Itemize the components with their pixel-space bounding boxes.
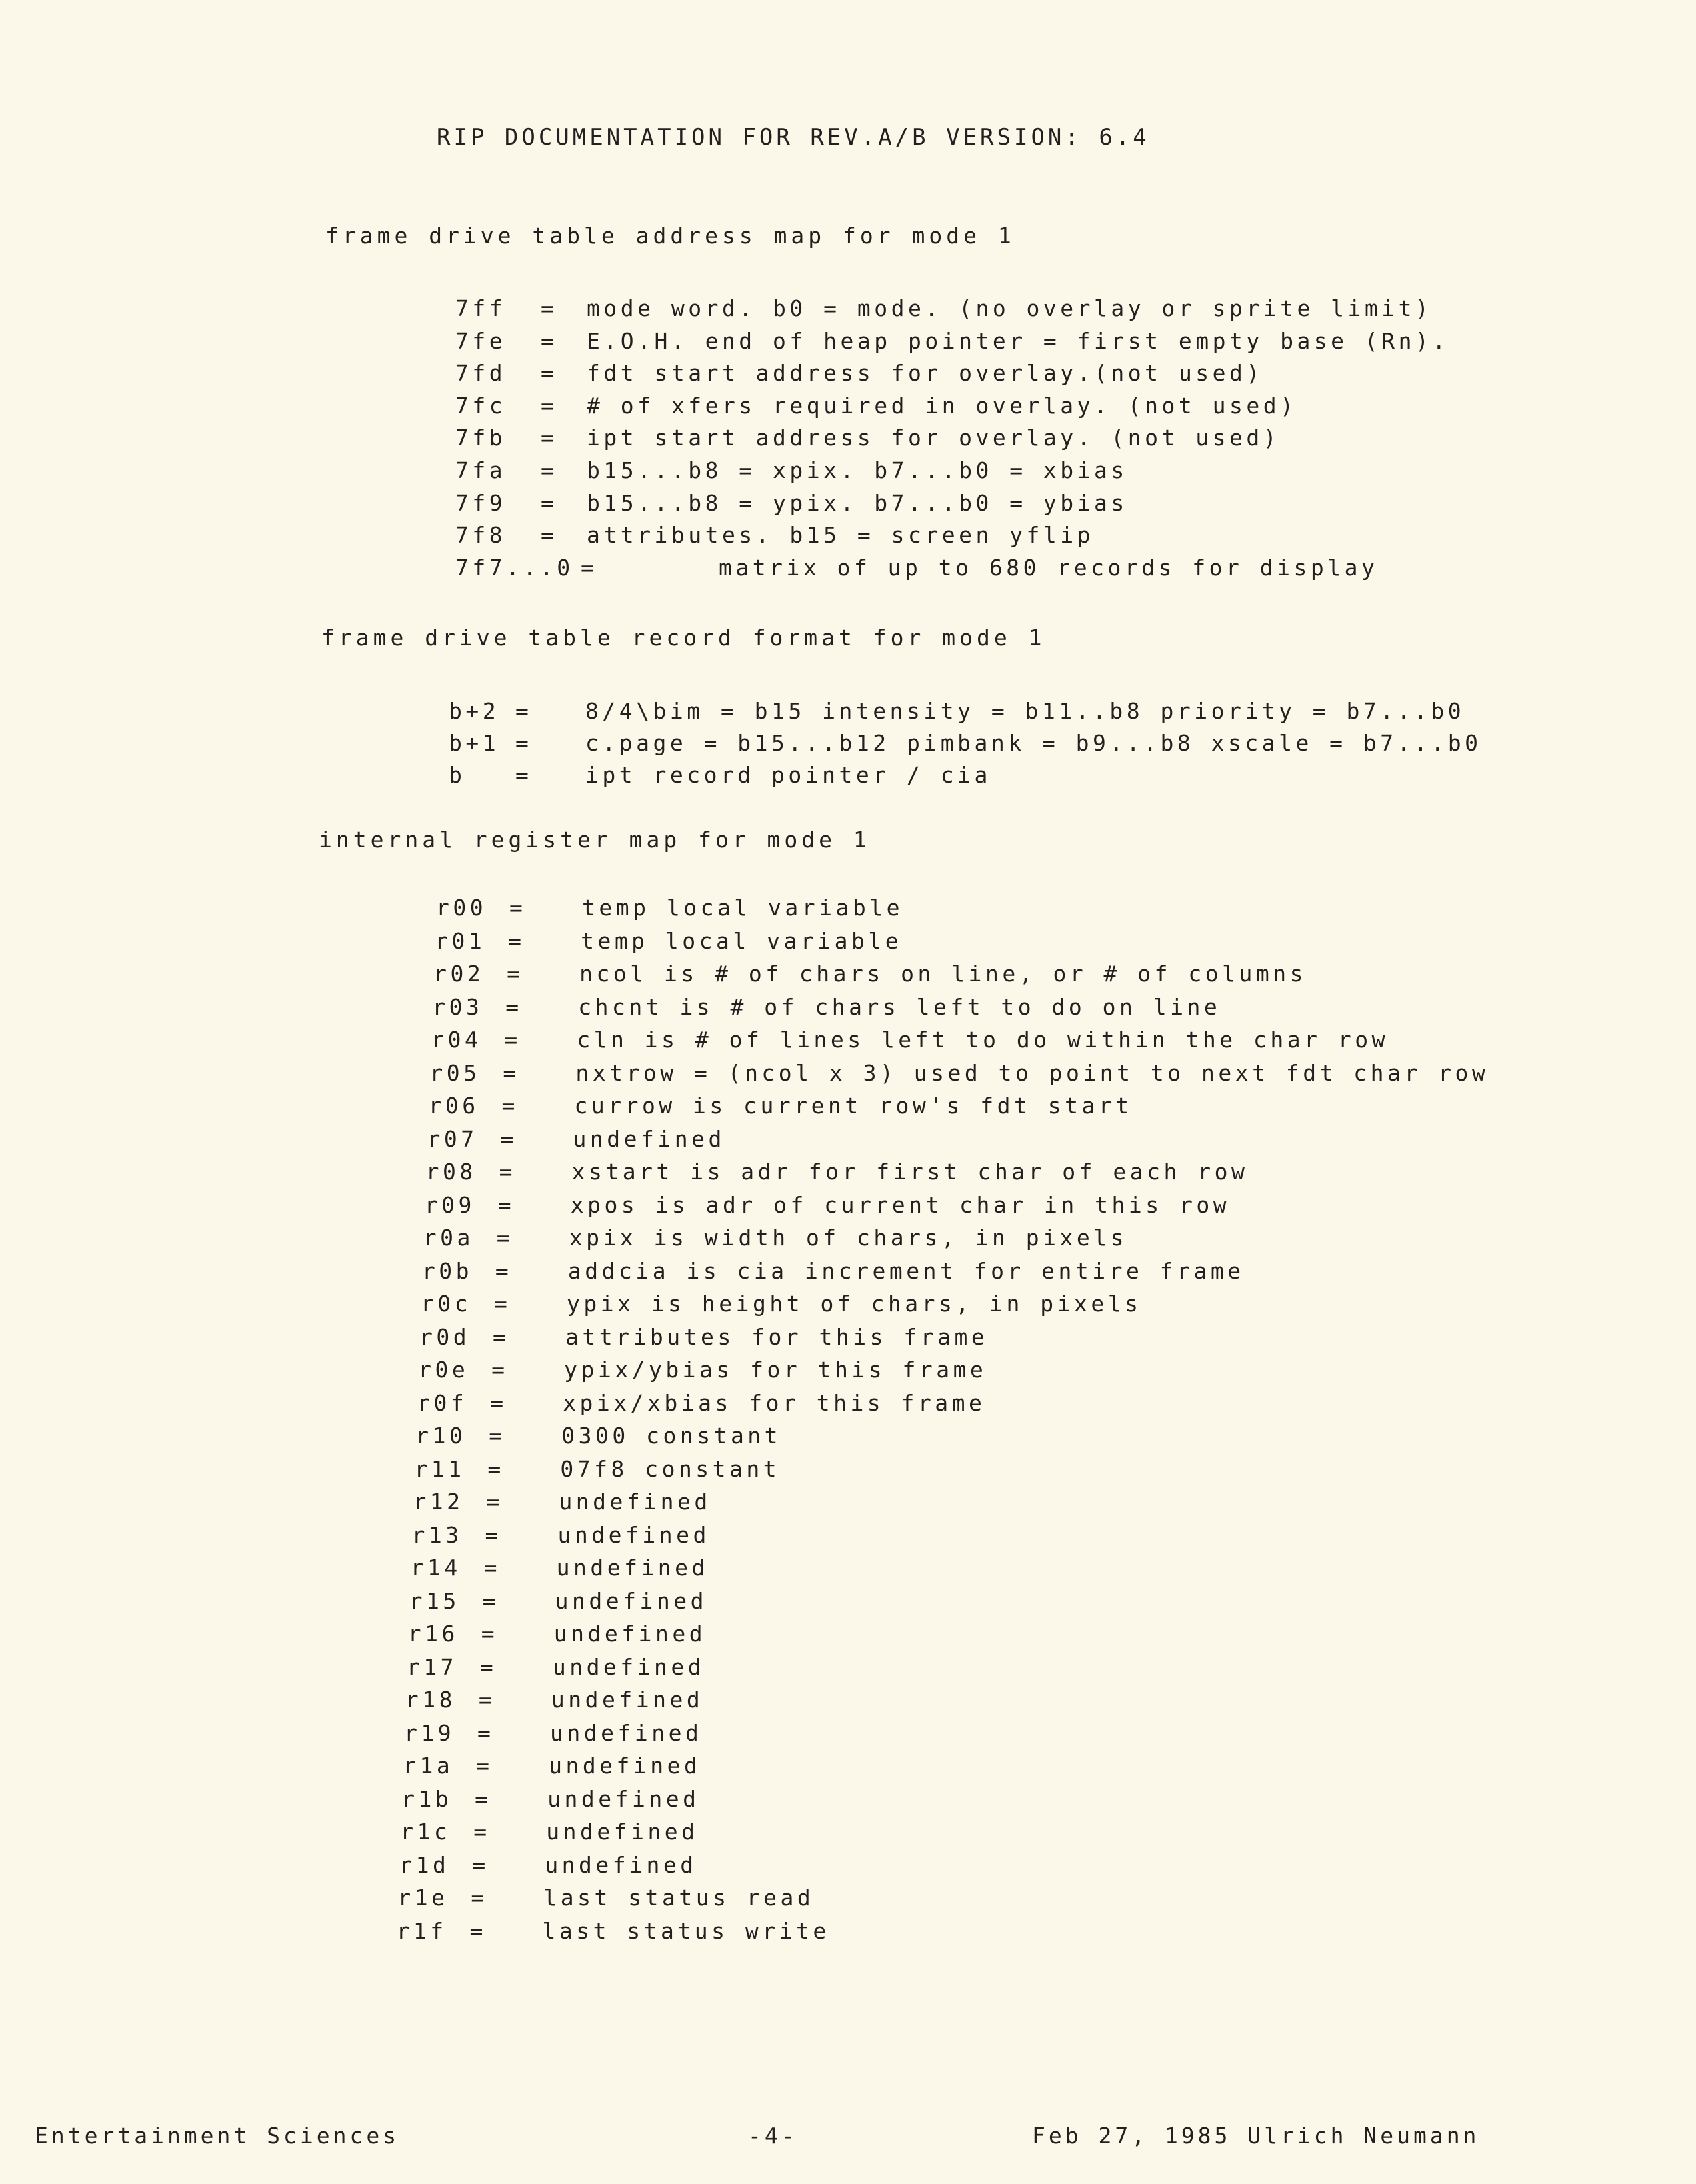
row-equals: = [541,295,558,321]
row-description: undefined [551,1687,704,1713]
row-key: 7fe [455,327,507,354]
row-key: r15 [409,1587,460,1614]
row-key: 7ff [455,295,507,321]
row-equals: = [483,1555,501,1581]
row-description: undefined [555,1587,707,1614]
row-key: r0c [420,1291,472,1317]
row-description: undefined [550,1719,703,1746]
row-equals: = [541,522,558,549]
row-equals: = [499,1159,516,1185]
row-equals: = [473,1819,491,1845]
row-key: r19 [404,1719,455,1746]
row-description: ipt start address for overlay. (not used) [587,425,1281,451]
footer-page-number: -4- [748,2123,798,2149]
row-equals: = [581,554,598,581]
row-description: nxtrow = (ncol x 3) used to point to next fdt char row [575,1059,1489,1086]
row-equals: = [486,1489,503,1515]
row-equals: = [541,489,558,516]
row-key: r09 [424,1191,475,1218]
row-equals: = [515,698,533,724]
row-equals: = [485,1521,502,1548]
row-equals: = [493,1323,510,1350]
row-equals: = [497,1191,515,1218]
row-equals: = [469,1917,487,1944]
row-description: xstart is adr for first char of each row [571,1159,1249,1185]
row-description: b15...b8 = xpix. b7...b0 = xbias [587,457,1128,483]
row-key: r1f [396,1917,447,1944]
row-equals: = [490,1389,507,1416]
section-heading-record-format: frame drive table record format for mode 1 [321,625,1046,651]
row-key: 7f9 [455,489,507,516]
row-key: 7fa [455,457,507,483]
row-equals: = [482,1587,500,1614]
row-equals: = [541,360,558,387]
row-description: temp local variable [582,895,903,921]
row-key: r16 [407,1621,459,1647]
footer-organization: Entertainment Sciences [35,2123,400,2149]
row-description: temp local variable [581,927,903,954]
row-key: r17 [406,1653,457,1680]
row-equals: = [541,457,558,483]
row-description: undefined [573,1125,725,1152]
row-equals: = [500,1125,517,1152]
row-equals: = [481,1621,499,1647]
row-equals: = [507,961,524,987]
row-key: r06 [428,1093,479,1119]
row-equals: = [541,425,558,451]
row-description: ypix is height of chars, in pixels [566,1291,1142,1317]
row-description: fdt start address for overlay.(not used) [587,360,1263,387]
row-description: currow is current row's fdt start [574,1093,1133,1119]
row-equals: = [475,1785,492,1812]
row-key: r11 [414,1455,465,1482]
row-description: matrix of up to 680 records for display [719,554,1379,581]
row-description: chcnt is # of chars left to do on line [578,993,1221,1020]
row-key: r18 [405,1687,457,1713]
row-equals: = [476,1753,493,1779]
row-equals: = [487,1455,505,1482]
row-description: xpix is width of chars, in pixels [569,1225,1127,1251]
row-equals: = [479,1653,497,1680]
row-equals: = [472,1851,489,1878]
row-key: r00 [436,895,487,921]
row-equals: = [495,1257,513,1284]
row-key: r14 [410,1555,461,1581]
section-heading-register-map: internal register map for mode 1 [319,827,871,853]
row-key: r0e [418,1357,469,1383]
row-key: 7fd [455,360,507,387]
row-key: 7f7...0 [455,554,574,581]
row-equals: = [508,927,525,954]
row-equals: = [504,1027,521,1053]
row-description: mode word. b0 = mode. (no overlay or sprite limit) [587,295,1433,321]
row-description: undefined [557,1521,710,1548]
row-equals: = [478,1687,496,1713]
row-equals: = [501,1093,519,1119]
row-description: xpix/xbias for this frame [563,1389,986,1416]
footer-date-author: Feb 27, 1985 Ulrich Neumann [1032,2123,1480,2149]
row-description: c.page = b15...b12 pimbank = b9...b8 xscale = b7...b0 [585,730,1482,756]
row-key: r07 [427,1125,478,1152]
row-key: r10 [415,1423,467,1449]
row-equals: = [489,1423,506,1449]
row-key: 7fb [455,425,507,451]
row-description: E.O.H. end of heap pointer = first empty base (Rn). [587,327,1449,354]
row-description: attributes. b15 = screen yflip [587,522,1095,549]
row-key: b+2 [449,698,500,724]
row-key: r08 [425,1159,477,1185]
row-description: ncol is # of chars on line, or # of columns [579,961,1307,987]
row-description: undefined [556,1555,709,1581]
row-description: last status write [542,1917,830,1944]
row-key: r13 [411,1521,463,1548]
section-heading-address-map: frame drive table address map for mode 1 [325,223,1015,249]
row-description: undefined [553,1621,707,1647]
row-key: r1e [397,1885,449,1911]
row-key: r1c [400,1819,451,1845]
row-key: r1a [403,1753,454,1779]
row-equals: = [515,730,533,756]
row-equals: = [515,762,533,788]
row-description: undefined [545,1851,697,1878]
row-description: last status read [543,1885,815,1911]
row-key: r12 [413,1489,464,1515]
row-equals: = [541,327,558,354]
row-description: 0300 constant [561,1423,782,1449]
row-equals: = [477,1719,495,1746]
row-description: attributes for this frame [565,1323,989,1350]
row-description: undefined [552,1653,705,1680]
row-description: undefined [546,1819,699,1845]
row-description: undefined [559,1489,711,1515]
row-equals: = [505,993,523,1020]
row-equals: = [493,1291,511,1317]
row-description: 8/4\bim = b15 intensity = b11..b8 priority = b7...b0 [585,698,1465,724]
row-description: undefined [549,1753,701,1779]
row-key: r03 [432,993,483,1020]
row-equals: = [491,1357,509,1383]
row-description: cln is # of lines left to do within the char row [577,1027,1389,1053]
row-description: b15...b8 = ypix. b7...b0 = ybias [587,489,1128,516]
row-key: r04 [431,1027,482,1053]
row-key: 7fc [455,392,507,419]
row-description: ipt record pointer / cia [585,762,991,788]
row-key: r05 [429,1059,481,1086]
row-description: # of xfers required in overlay. (not used) [587,392,1297,419]
row-description: ypix/ybias for this frame [564,1357,987,1383]
row-equals: = [503,1059,520,1086]
row-key: r02 [433,961,485,987]
row-key: r0f [417,1389,468,1416]
row-description: 07f8 constant [560,1455,781,1482]
row-key: b [449,762,466,788]
row-key: r1b [401,1785,453,1812]
row-key: r0b [421,1257,473,1284]
row-description: undefined [547,1785,700,1812]
row-description: addcia is cia increment for entire frame [567,1257,1245,1284]
row-key: r0a [423,1225,474,1251]
row-equals: = [541,392,558,419]
row-description: xpos is adr of current char in this row [570,1191,1231,1218]
row-key: r01 [435,927,486,954]
row-equals: = [496,1225,514,1251]
row-equals: = [509,895,527,921]
row-key: b+1 [449,730,500,756]
row-key: 7f8 [455,522,507,549]
document-title: RIP DOCUMENTATION FOR REV.A/B VERSION: 6.4 [437,124,1150,151]
row-equals: = [471,1885,488,1911]
row-key: r0d [419,1323,471,1350]
row-key: r1d [399,1851,450,1878]
